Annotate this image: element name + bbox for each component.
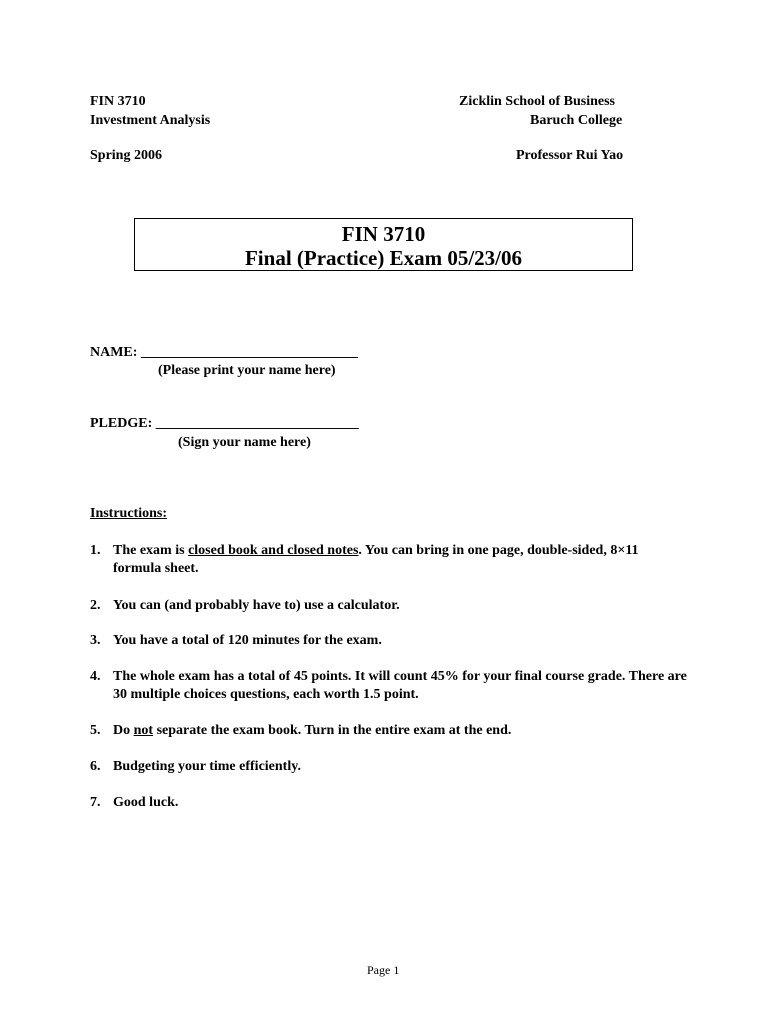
name-field-label: NAME: _______________________________: [90, 345, 358, 360]
instruction-text: The whole exam has a total of 45 points. It will count 45% for your final course grade. There are 30 multiple choices questions, each worth 1.5 point.: [113, 669, 687, 702]
instruction-number: 1.: [90, 543, 101, 558]
instruction-number: 5.: [90, 723, 101, 738]
course-code: FIN 3710: [90, 94, 146, 109]
instruction-number: 3.: [90, 633, 101, 648]
instruction-text: You have a total of 120 minutes for the exam.: [113, 633, 382, 648]
instruction-item: [90, 758, 690, 776]
instruction-text: [113, 722, 690, 740]
instruction-number: 4.: [90, 669, 101, 684]
page-number: Page 1: [367, 963, 400, 977]
course-name: Investment Analysis: [90, 113, 211, 128]
instruction-text: [113, 542, 690, 578]
pledge-field-label: PLEDGE: _____________________________: [90, 416, 359, 431]
professor-name: Professor Rui Yao: [516, 148, 624, 163]
instruction-text-part: separate the exam book. Turn in the entire exam at the end.: [153, 723, 512, 738]
school-name: Zicklin School of Business: [459, 94, 615, 109]
instruction-text-part: The exam is: [113, 543, 189, 558]
exam-title: Final (Practice) Exam 05/23/06: [244, 246, 523, 270]
instruction-emphasis: not: [133, 723, 154, 738]
name-field-hint: (Please print your name here): [158, 363, 336, 378]
instruction-text-part: . You can bring in one page, double-sided, 8×11 formula sheet.: [113, 543, 639, 576]
instruction-item: [90, 794, 690, 812]
instruction-text: Budgeting your time efficiently.: [113, 759, 301, 774]
instruction-item: [90, 722, 690, 740]
instructions-heading: Instructions:: [90, 506, 168, 521]
term: Spring 2006: [90, 148, 162, 163]
instruction-number: 2.: [90, 598, 101, 613]
instruction-item: [90, 632, 690, 650]
exam-title-box: [134, 218, 633, 271]
instruction-item: [90, 597, 690, 615]
instruction-number: 6.: [90, 759, 101, 774]
instruction-text-part: Do: [113, 723, 134, 738]
instruction-emphasis: closed book and closed notes: [188, 543, 359, 558]
pledge-field-hint: (Sign your name here): [178, 435, 311, 450]
college-name: Baruch College: [530, 113, 623, 128]
exam-title-course: FIN 3710: [341, 222, 426, 246]
instruction-text: Good luck.: [113, 795, 179, 810]
instruction-item: [90, 542, 690, 578]
instruction-text: You can (and probably have to) use a calculator.: [113, 598, 400, 613]
instruction-item: [90, 668, 690, 704]
instruction-number: 7.: [90, 795, 101, 810]
